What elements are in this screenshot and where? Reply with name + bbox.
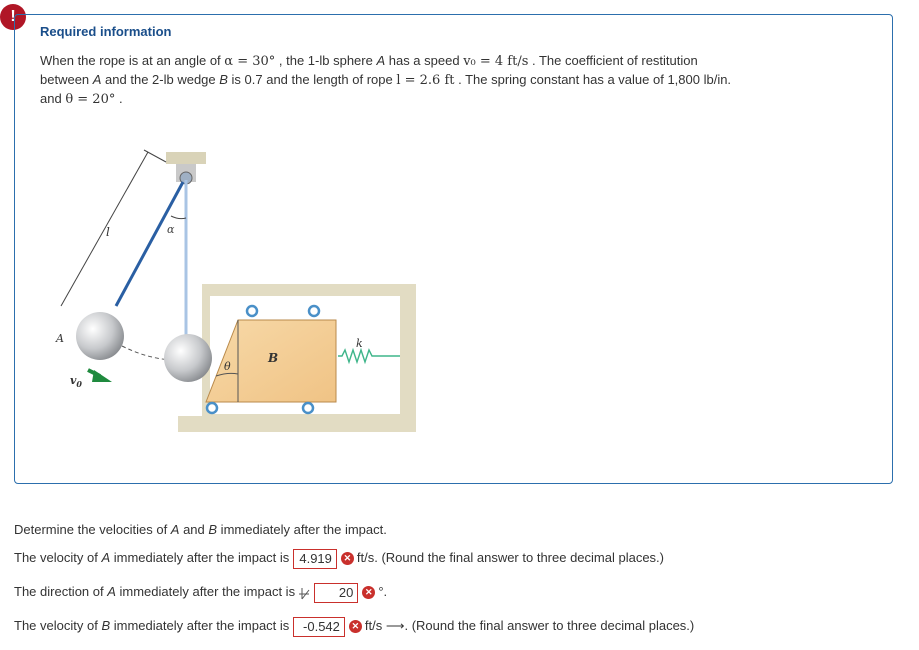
velocity-a-question (14, 547, 664, 569)
sphere-label: A (92, 72, 102, 87)
angle-direction-icon (299, 586, 311, 600)
sphere-a-initial (76, 312, 124, 360)
wedge-label: B (219, 72, 228, 87)
problem-statement (40, 52, 870, 109)
prompt-text: immediately after the impact. (217, 522, 387, 537)
incorrect-icon: ✕ (341, 552, 354, 565)
prompt-text: Determine the velocities of (14, 522, 171, 537)
sphere-a-impact (164, 334, 212, 382)
statement-text: and the 2-lb wedge (101, 72, 220, 87)
direction-a-answer-field[interactable]: 20 (314, 583, 358, 603)
statement-text: has a speed (385, 53, 464, 68)
roller (309, 306, 319, 316)
info-title: Required information (40, 24, 172, 39)
question-prompt (14, 519, 387, 541)
alpha-arc (171, 216, 186, 219)
incorrect-icon: ✕ (349, 620, 362, 633)
alpha-equation: α = 30° (224, 54, 276, 69)
unit-text: ft/s ⟶. (Round the final answer to three decimal places.) (364, 618, 695, 633)
question-text: immediately after the impact is (115, 584, 299, 599)
sphere-label: A (376, 53, 386, 68)
roller (247, 306, 257, 316)
statement-text: . (115, 91, 123, 106)
sphere-label: A (170, 522, 180, 537)
velocity-b-question (14, 615, 694, 637)
pendulum-wedge-figure (36, 134, 436, 444)
alert-icon: ! (0, 4, 26, 30)
statement-text: and (40, 91, 66, 106)
ceiling-support (166, 152, 206, 164)
statement-text: . The spring constant has a value of 1,800 lb/in. (454, 72, 732, 87)
unit-text: ft/s. (Round the final answer to three decimal places.) (356, 550, 664, 565)
velocity-a-answer-field[interactable]: 4.919 (293, 549, 337, 569)
sphere-a-label: A (56, 332, 64, 345)
wedge-label: B (208, 522, 218, 537)
incorrect-icon: ✕ (362, 586, 375, 599)
statement-text: , the 1-lb sphere (275, 53, 377, 68)
direction-a-question (14, 581, 387, 603)
dimension-tick (144, 150, 166, 162)
wedge-label: B (268, 351, 279, 365)
question-text: immediately after the impact is (110, 618, 293, 633)
statement-text: between (40, 72, 93, 87)
rope-length-equation: l = 2.6 ft (396, 73, 455, 88)
velocity-b-answer-field[interactable]: -0.542 (293, 617, 345, 637)
question-text: The velocity of (14, 618, 102, 633)
velocity-arrowhead (92, 370, 112, 382)
theta-equation: θ = 20° (65, 92, 116, 107)
v0-label: $v_0$ (70, 374, 82, 389)
length-dimension (61, 152, 148, 306)
roller (303, 403, 313, 413)
prompt-text: and (179, 522, 209, 537)
statement-text: When the rope is at an angle of (40, 53, 225, 68)
wedge-label: B (101, 618, 111, 633)
track-floor (178, 416, 416, 432)
sphere-label: A (107, 584, 116, 599)
statement-text: . The coefficient of restitution (528, 53, 698, 68)
question-text: immediately after the impact is (110, 550, 293, 565)
sphere-label: A (101, 550, 111, 565)
statement-text: is 0.7 and the length of rope (227, 72, 397, 87)
spring-label: k (356, 337, 363, 350)
theta-label: θ (224, 360, 231, 373)
v0-equation: v₀ = 4 ft/s (463, 54, 529, 69)
unit-text: °. (378, 584, 388, 599)
length-label: l (106, 225, 110, 239)
roller (207, 403, 217, 413)
alpha-label: α (167, 223, 175, 236)
angled-rope (116, 182, 183, 306)
question-text: The velocity of (14, 550, 102, 565)
question-text: The direction of (14, 584, 108, 599)
